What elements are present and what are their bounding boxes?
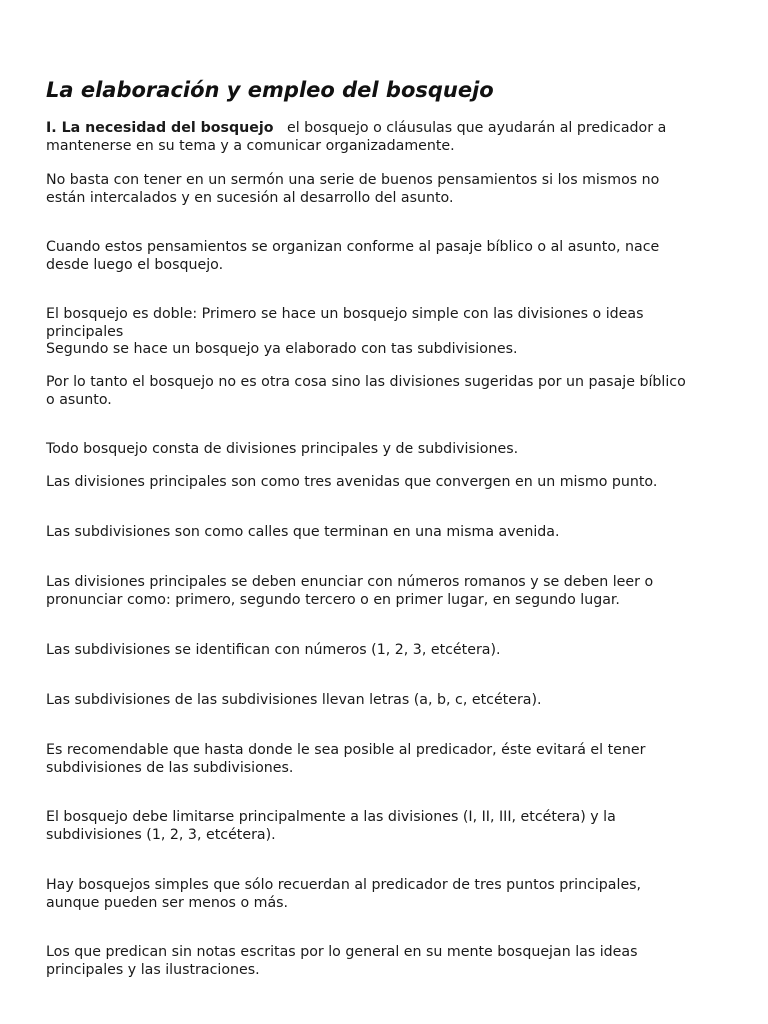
paragraph-line: Es recomendable que hasta donde le sea posible al predicador, éste evitará el tener — [46, 742, 646, 758]
paragraph — [46, 306, 736, 359]
paragraph-line: Los que predican sin notas escritas por lo general en su mente bosquejan las ideas — [46, 944, 638, 960]
paragraph-line: mantenerse en su tema y a comunicar organizadamente. — [46, 137, 455, 154]
paragraph-line: subdivisiones de las subdivisiones. — [46, 759, 294, 776]
paragraph-line: Las subdivisiones se identifican con números (1, 2, 3, etcétera). — [46, 642, 501, 658]
paragraph-line: pronunciar como: primero, segundo tercero o en primer lugar, en segundo lugar. — [46, 591, 620, 608]
paragraph-line: El bosquejo debe limitarse principalmente a las divisiones (I, II, III, etcétera) y la — [46, 809, 616, 825]
paragraph — [46, 742, 736, 777]
paragraph-line: No basta con tener en un sermón una serie de buenos pensamientos si los mismos no — [46, 172, 660, 188]
paragraph — [46, 474, 736, 492]
paragraph-line — [46, 120, 736, 138]
paragraph — [46, 877, 736, 912]
paragraph-line: Las divisiones principales son como tres avenidas que convergen en un mismo punto. — [46, 474, 658, 490]
paragraph-line: subdivisiones (1, 2, 3, etcétera). — [46, 826, 276, 843]
paragraph-line: aunque pueden ser menos o más. — [46, 894, 289, 911]
paragraph-line: Las subdivisiones son como calles que terminan en una misma avenida. — [46, 524, 560, 540]
paragraph-line: Las subdivisiones de las subdivisiones llevan letras (a, b, c, etcétera). — [46, 692, 542, 708]
paragraph-line: principales y las ilustraciones. — [46, 961, 260, 978]
paragraph-line: Hay bosquejos simples que sólo recuerdan al predicador de tres puntos principales, — [46, 877, 642, 893]
document-title: La elaboración y empleo del bosquejo — [46, 78, 494, 102]
paragraph-line: Segundo se hace un bosquejo ya elaborado con tas subdivisiones. — [46, 341, 518, 357]
paragraph-line: Las divisiones principales se deben enunciar con números romanos y se deben leer o — [46, 574, 654, 590]
section-text: el bosquejo o cláusulas que ayudarán al predicador a — [287, 120, 667, 136]
paragraph — [46, 374, 736, 409]
paragraph-line: principales — [46, 323, 124, 340]
paragraph — [46, 172, 736, 207]
paragraph — [46, 239, 736, 274]
paragraph — [46, 809, 736, 844]
paragraph-line: o asunto. — [46, 391, 112, 408]
paragraph-line: están intercalados y en sucesión al desarrollo del asunto. — [46, 189, 454, 206]
paragraph — [46, 944, 736, 979]
paragraph — [46, 524, 736, 542]
section-heading: I. La necesidad del bosquejo — [46, 120, 274, 136]
paragraph — [46, 642, 736, 660]
paragraph — [46, 574, 736, 609]
paragraph-line: Cuando estos pensamientos se organizan conforme al pasaje bíblico o al asunto, nace — [46, 239, 660, 255]
section-paragraph — [46, 120, 736, 155]
paragraph-line: El bosquejo es doble: Primero se hace un bosquejo simple con las divisiones o ideas — [46, 306, 644, 322]
paragraph — [46, 441, 736, 459]
paragraph-line: desde luego el bosquejo. — [46, 256, 224, 273]
paragraph-line: Por lo tanto el bosquejo no es otra cosa sino las divisiones sugeridas por un pasaje bíblico — [46, 374, 686, 390]
paragraph — [46, 692, 736, 710]
paragraph-line: Todo bosquejo consta de divisiones principales y de subdivisiones. — [46, 441, 519, 457]
